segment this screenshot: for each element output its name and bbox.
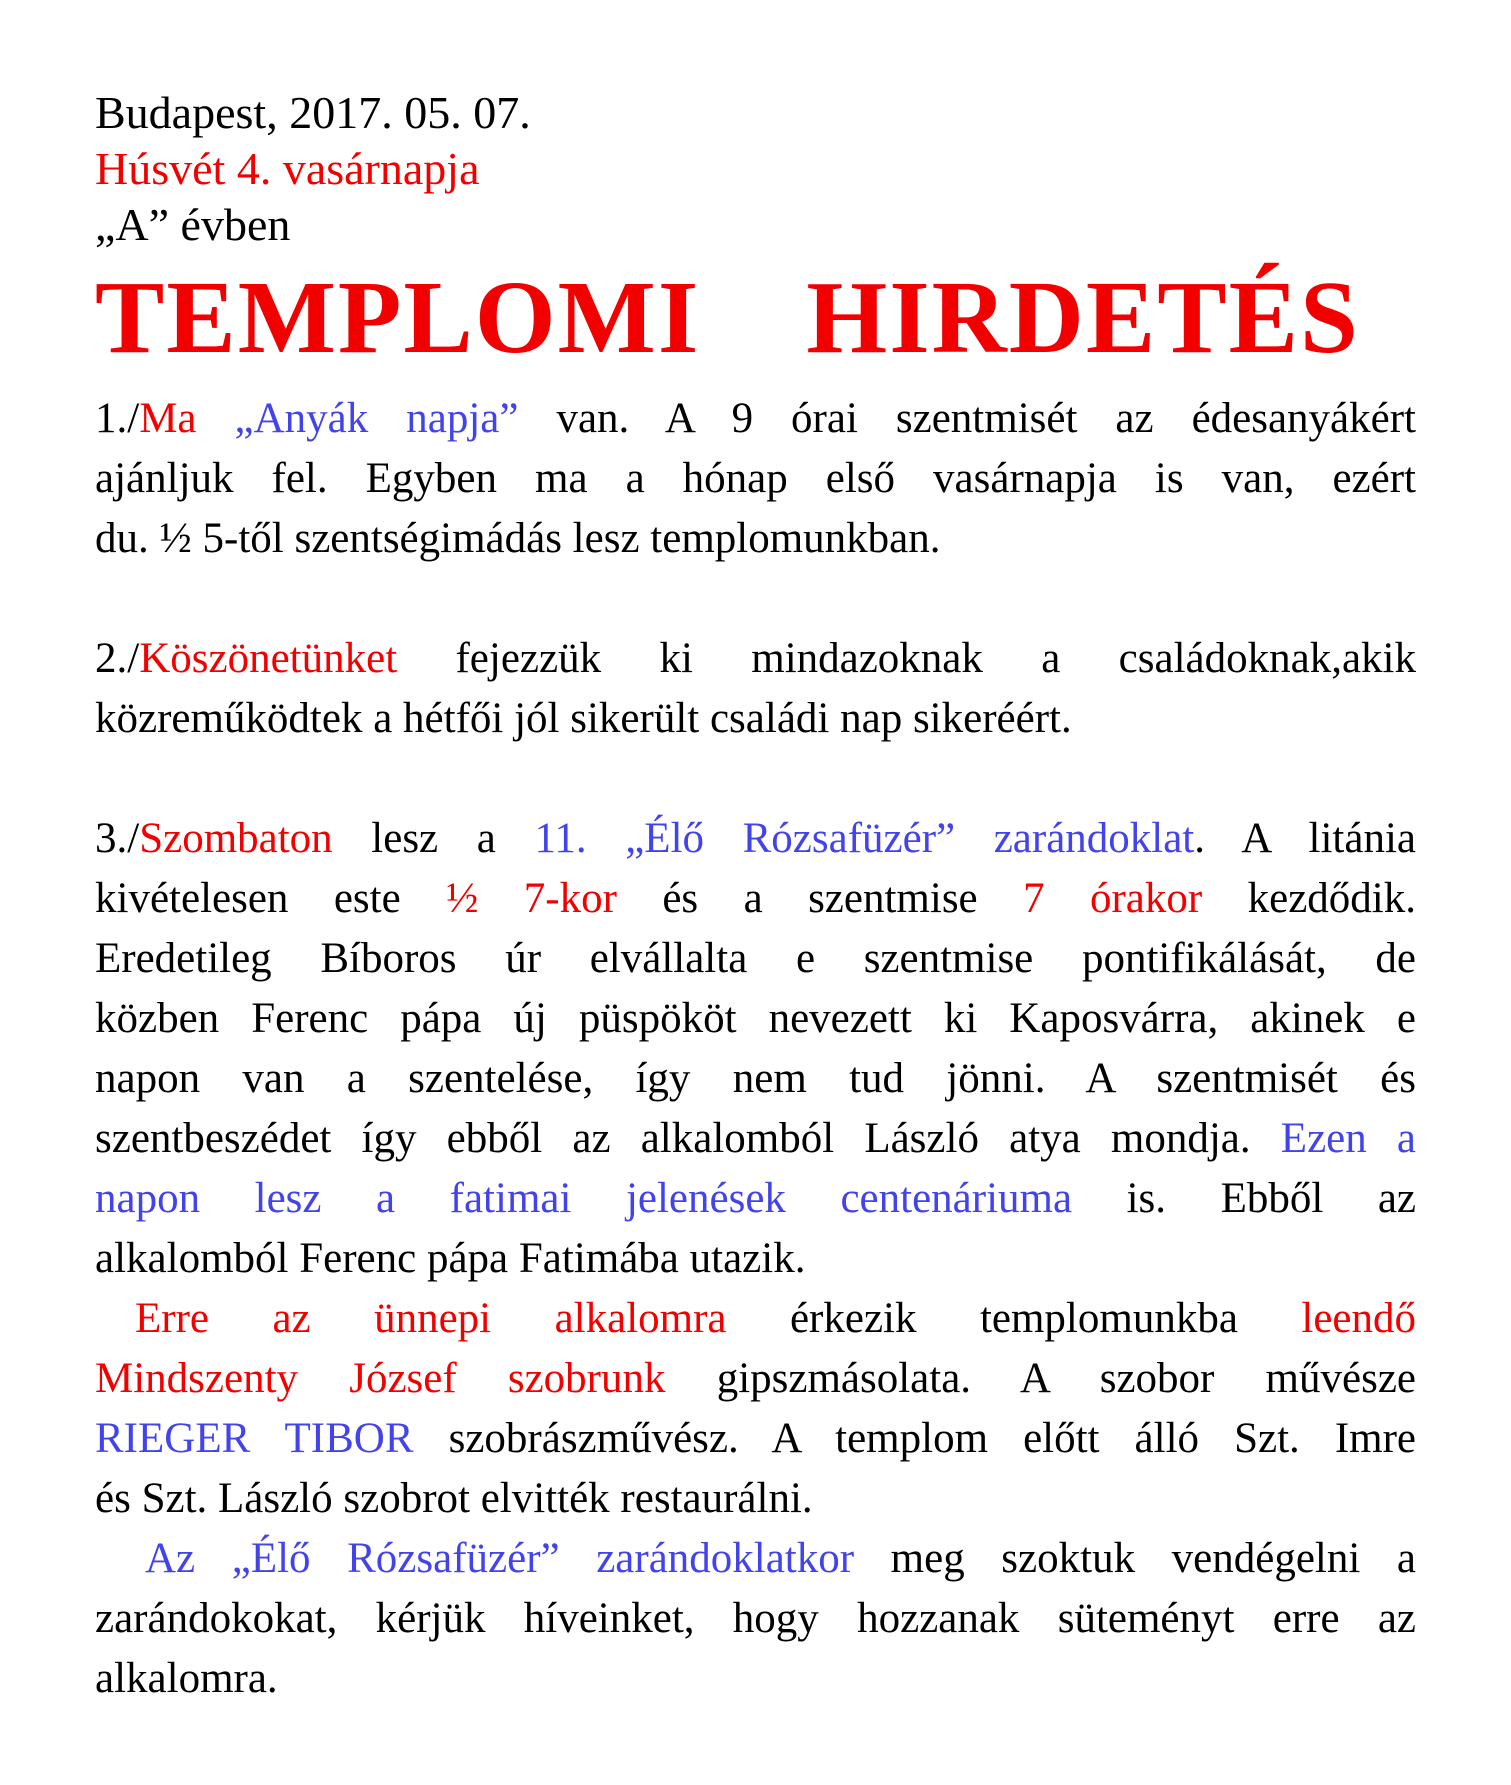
text-run: is. Ebből az xyxy=(1072,1175,1416,1223)
text-run: napon lesz a fatimai jelenések centenáriuma xyxy=(95,1175,1073,1223)
text-run: Szombaton xyxy=(139,815,333,863)
text-run: napon van a szentelése, így nem tud jönni. A szentmisét és xyxy=(95,1055,1416,1103)
text-line xyxy=(95,929,1416,989)
text-line xyxy=(95,1349,1416,1409)
date-line: Budapest, 2017. 05. 07. xyxy=(95,87,531,138)
document-header xyxy=(95,85,1416,253)
text-run: gipszmásolata. A szobor művésze xyxy=(665,1355,1416,1403)
text-run: kezdődik. xyxy=(1202,875,1416,923)
announcement-body xyxy=(95,389,1416,1709)
text-line xyxy=(95,1649,1416,1709)
text-run: Mindszenty József szobrunk xyxy=(95,1355,666,1403)
text-run: zarándokokat, kérjük híveinket, hogy hozzanak süteményt erre az xyxy=(95,1595,1416,1643)
text-run: ½ 7-kor xyxy=(446,875,617,923)
text-run: du. ½ 5-től szentségimádás lesz templomunkban. xyxy=(95,515,941,563)
text-line xyxy=(95,1409,1416,1469)
text-line xyxy=(95,629,1416,689)
text-line xyxy=(95,449,1416,509)
text-run: Az „Élő Rózsafüzér” zarándoklatkor xyxy=(145,1535,855,1583)
announcement-1 xyxy=(95,389,1416,569)
liturgical-year-line: „A” évben xyxy=(95,199,291,250)
announcement-2 xyxy=(95,629,1416,749)
text-run: és Szt. László szobrot elvitték restaurálni. xyxy=(95,1475,813,1523)
text-run: RIEGER TIBOR xyxy=(95,1415,414,1463)
text-line xyxy=(95,809,1416,869)
text-line xyxy=(95,1229,1416,1289)
text-run: közben Ferenc pápa új püspököt nevezett ki Kaposvárra, akinek e xyxy=(95,995,1416,1043)
text-run: leendő xyxy=(1301,1295,1416,1343)
text-line xyxy=(95,1469,1416,1529)
text-run: „Anyák napja” xyxy=(234,395,519,443)
text-run: Ezen a xyxy=(1280,1115,1416,1163)
text-line xyxy=(95,509,1416,569)
text-run: fejezzük ki mindazoknak a családoknak,akik xyxy=(397,635,1416,683)
text-line xyxy=(95,1109,1416,1169)
text-run: szobrászművész. A templom előtt álló Szt. Imre xyxy=(413,1415,1416,1463)
text-line xyxy=(95,689,1416,749)
text-run: 11. „Élő Rózsafüzér” zarándoklat xyxy=(534,815,1195,863)
text-line xyxy=(95,1589,1416,1649)
text-run: közreműködtek a hétfői jól sikerült családi nap sikeréért. xyxy=(95,695,1072,743)
text-run: szentbeszédet így ebből az alkalomból László atya mondja. xyxy=(95,1115,1281,1163)
text-run: meg szoktuk vendégelni a xyxy=(854,1535,1416,1583)
text-line xyxy=(95,1169,1416,1229)
feast-line: Húsvét 4. vasárnapja xyxy=(95,143,480,194)
text-run: Ma xyxy=(139,395,197,443)
text-line xyxy=(95,389,1416,449)
text-run: kivételesen este xyxy=(95,875,447,923)
text-run: 1./ xyxy=(95,395,140,443)
text-run: . A litánia xyxy=(1194,815,1416,863)
text-run: van. A 9 órai szentmisét az édesanyákért xyxy=(518,395,1416,443)
text-line xyxy=(95,1049,1416,1109)
text-run: ajánljuk fel. Egyben ma a hónap első vasárnapja is van, ezért xyxy=(95,455,1416,503)
page-title: TEMPLOMI HIRDETÉS xyxy=(95,260,1360,375)
text-run: Erre az ünnepi alkalomra xyxy=(135,1295,727,1343)
text-run: Eredetileg Bíboros úr elvállalta e szentmise pontifikálását, de xyxy=(95,935,1416,983)
text-run: és a szentmise xyxy=(616,875,1024,923)
text-run: 7 órakor xyxy=(1023,875,1203,923)
text-line xyxy=(95,1289,1416,1349)
text-run: alkalomra. xyxy=(95,1655,278,1703)
text-line xyxy=(95,1529,1416,1589)
text-line xyxy=(95,869,1416,929)
text-run: 2./ xyxy=(95,635,140,683)
text-line xyxy=(95,989,1416,1049)
text-run: alkalomból Ferenc pápa Fatimába utazik. xyxy=(95,1235,806,1283)
announcement-3 xyxy=(95,809,1416,1289)
text-run: 3./ xyxy=(95,815,140,863)
text-run: lesz a xyxy=(332,815,535,863)
text-run xyxy=(197,395,235,442)
text-run: érkezik templomunkba xyxy=(726,1295,1302,1343)
announcement-pilgrimage xyxy=(95,1529,1416,1709)
announcement-statue xyxy=(95,1289,1416,1529)
text-run: Köszönetünket xyxy=(139,635,398,683)
